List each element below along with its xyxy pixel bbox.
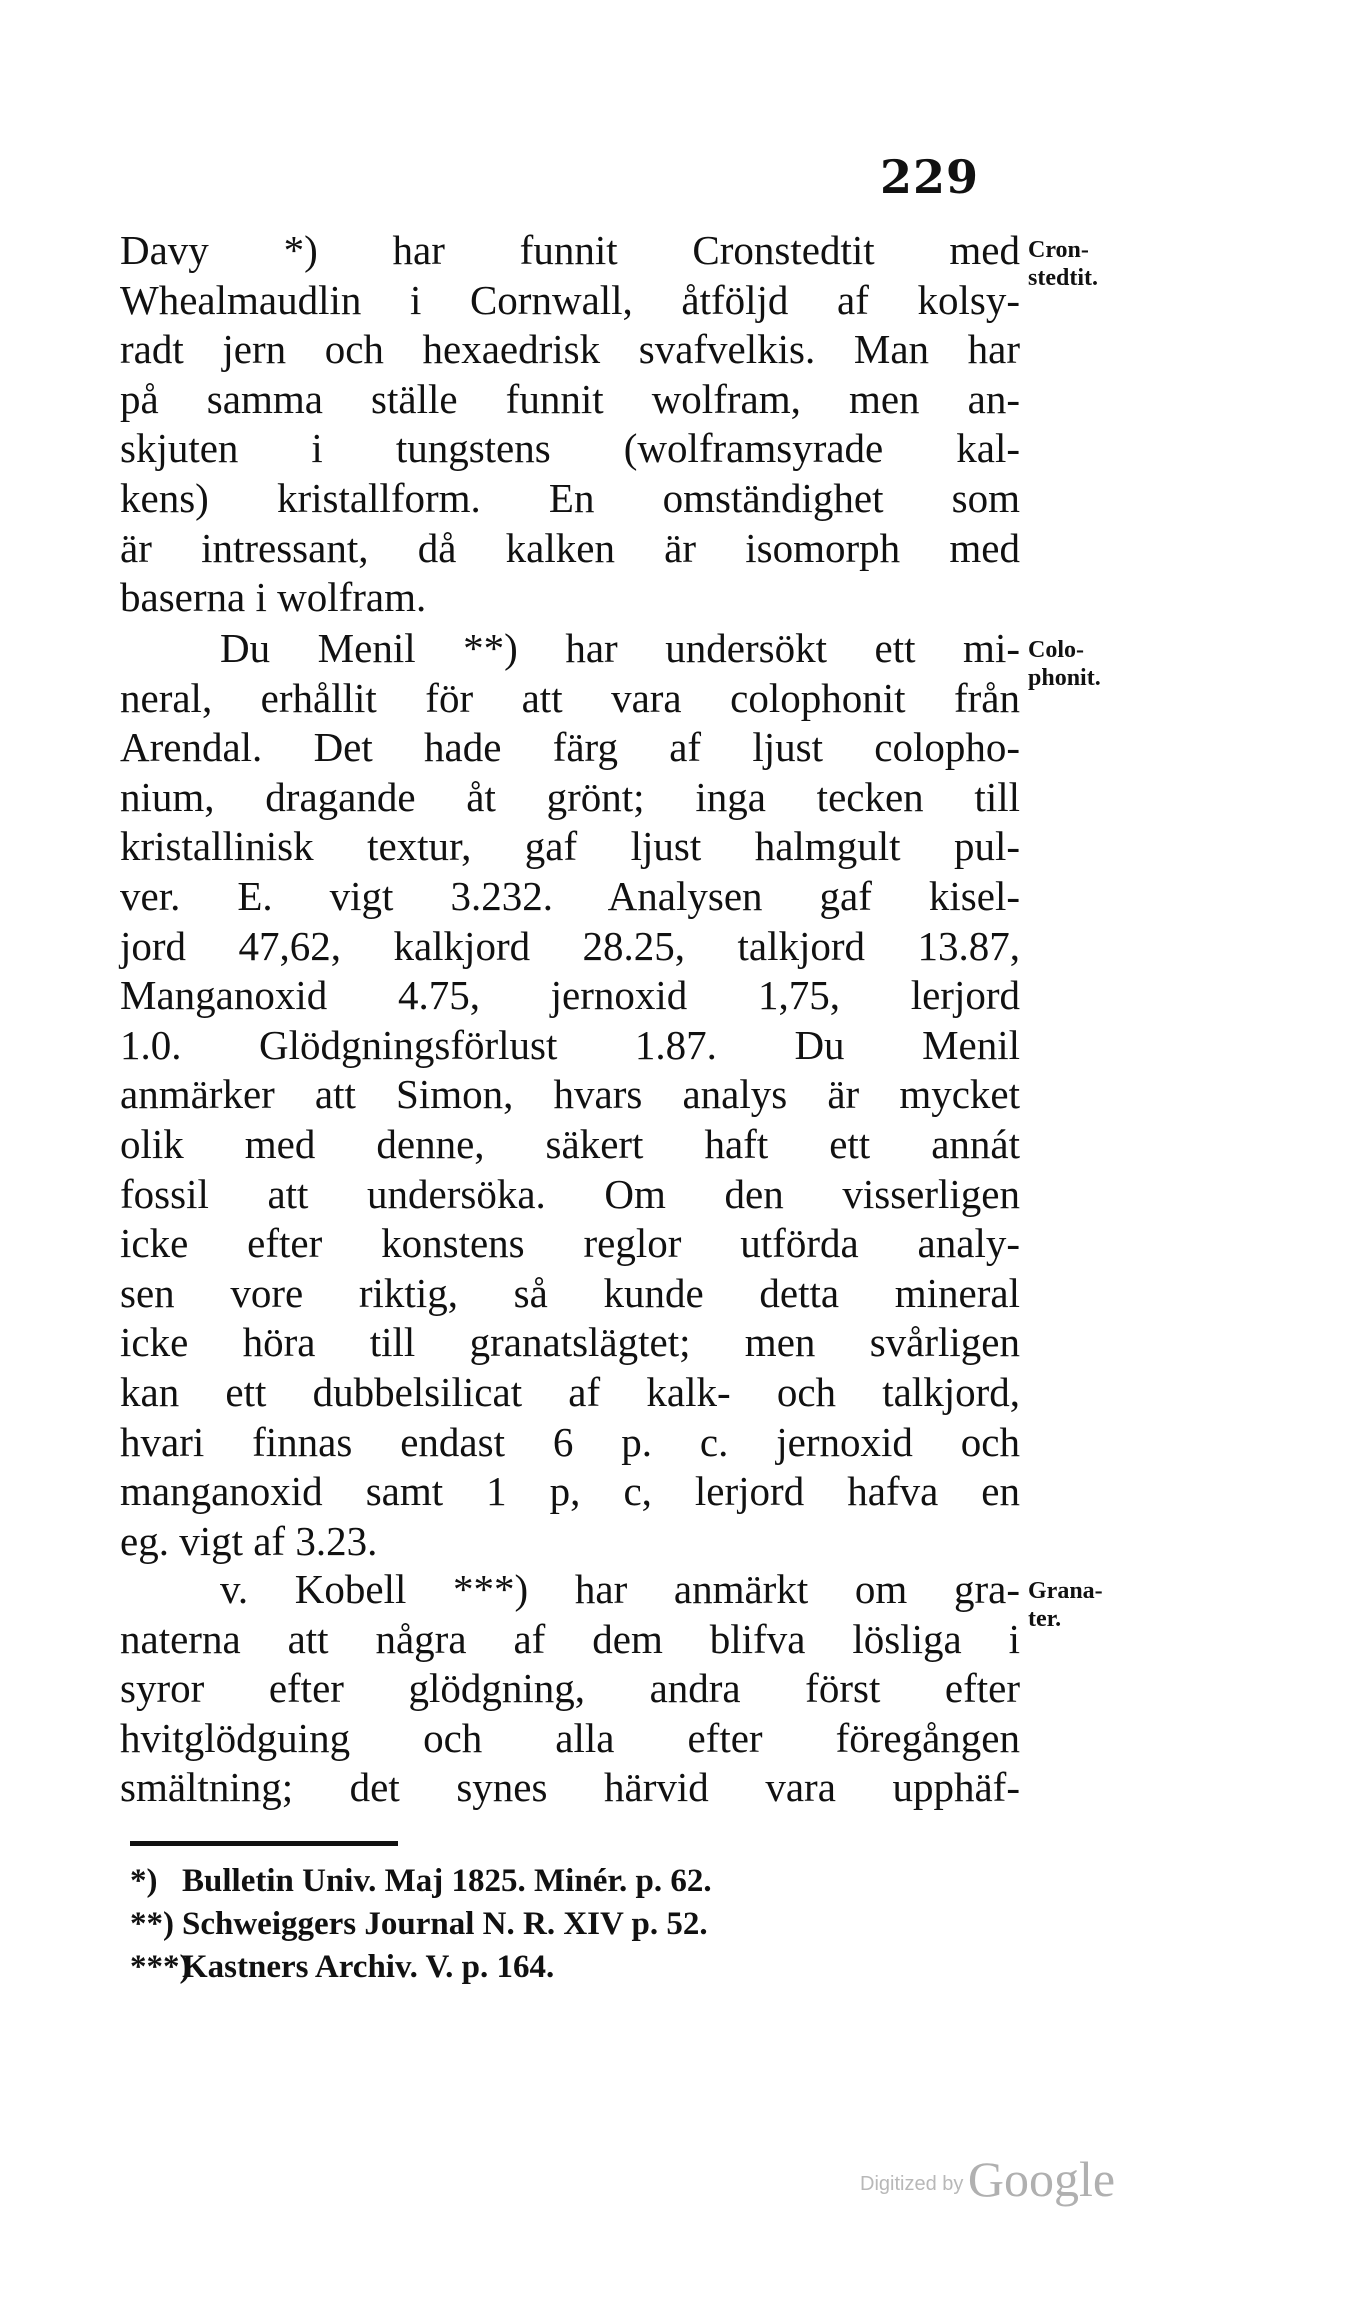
margin-note-line: phonit. [1028, 665, 1101, 691]
text-line: smältning; det synes härvid vara upphäf- [120, 1764, 1020, 1811]
text-line: ver. E. vigt 3.232. Analysen gaf kisel- [120, 872, 1020, 919]
margin-note-colophonit [1028, 636, 1101, 692]
margin-note-line: ter. [1028, 1606, 1062, 1632]
text-line: Davy *) har funnit Cronstedtit med [120, 227, 1020, 273]
text-line: på samma ställe funnit wolfram, men an- [120, 375, 1020, 422]
page-number: 229 [880, 150, 980, 204]
text-line: kristallinisk textur, gaf ljust halmgult pul- [120, 823, 1020, 870]
footnote-marker: *) [130, 1863, 158, 1899]
text-line: jord 47,62, kalkjord 28.25, talkjord 13.87, [120, 922, 1020, 969]
text-line: Arendal. Det hade färg af ljust colopho- [120, 724, 1020, 771]
text-line: Du Menil **) har undersökt ett mi- [220, 625, 1020, 671]
text-line: hvitglödguing och alla efter föregången [120, 1714, 1020, 1761]
text-line: manganoxid samt 1 p, c, lerjord hafva en [120, 1468, 1020, 1515]
watermark-brand: Google [967, 2151, 1116, 2207]
text-line: syror efter glödgning, andra först efter [120, 1665, 1020, 1712]
text-line: skjuten i tungstens (wolframsyrade kal- [120, 425, 1020, 472]
margin-note-cronstedtit [1028, 236, 1098, 292]
text-line: fossil att undersöka. Om den visserligen [120, 1170, 1020, 1217]
text-line: eg. vigt af 3.23. [120, 1517, 378, 1564]
footnotes [130, 1860, 930, 1989]
text-line: icke efter konstens reglor utförda analy- [120, 1220, 1020, 1267]
text-line: sen vore riktig, så kunde detta mineral [120, 1269, 1020, 1316]
paragraph-granater [120, 1565, 1020, 1813]
text-line: v. Kobell ***) har anmärkt om gra- [220, 1566, 1020, 1612]
footnote [130, 1860, 930, 1903]
margin-note-line: stedtit. [1028, 265, 1098, 291]
watermark-prefix: Digitized by [860, 2173, 964, 2195]
footnote-text: Bulletin Univ. Maj 1825. Minér. p. 62. [182, 1863, 712, 1899]
paragraph-colophonit [120, 624, 1020, 1566]
margin-note-line: Colo- [1028, 637, 1084, 663]
text-line: naterna att några af dem blifva lösliga i [120, 1615, 1020, 1662]
footnote-text: Schweiggers Journal N. R. XIV p. 52. [182, 1906, 708, 1942]
text-line: kan ett dubbelsilicat af kalk- och talkjord, [120, 1368, 1020, 1415]
text-line: radt jern och hexaedrisk svafvelkis. Man har [120, 326, 1020, 373]
text-line: nium, dragande åt grönt; inga tecken till [120, 773, 1020, 820]
footnote-text: Kastners Archiv. V. p. 164. [182, 1949, 555, 1985]
footnote-marker: ***) [130, 1949, 191, 1985]
text-line: Manganoxid 4.75, jernoxid 1,75, lerjord [120, 972, 1020, 1019]
text-line: 1.0. Glödgningsförlust 1.87. Du Menil [120, 1021, 1020, 1068]
margin-note-granater [1028, 1577, 1103, 1633]
text-line: neral, erhållit för att vara colophonit från [120, 674, 1020, 721]
footnote [130, 1903, 930, 1946]
text-line: hvari finnas endast 6 p. c. jernoxid och [120, 1418, 1020, 1465]
text-line: baserna i wolfram. [120, 574, 427, 621]
footnote-marker: **) [130, 1906, 174, 1942]
text-line: är intressant, då kalken är isomorph med [120, 524, 1020, 571]
text-line: icke höra till granatslägtet; men svårligen [120, 1319, 1020, 1366]
footnote-rule [130, 1841, 398, 1846]
margin-note-line: Cron- [1028, 237, 1089, 263]
digitized-watermark [860, 2150, 1115, 2208]
footnote [130, 1946, 930, 1989]
text-line: kens) kristallform. En omständighet som [120, 474, 1020, 521]
paragraph-cronstedtit [120, 226, 1020, 623]
margin-note-line: Grana- [1028, 1578, 1103, 1604]
text-line: anmärker att Simon, hvars analys är mycket [120, 1071, 1020, 1118]
text-line: olik med denne, säkert haft ett annát [120, 1120, 1020, 1167]
text-line: Whealmaudlin i Cornwall, åtföljd af kolsy- [120, 276, 1020, 323]
